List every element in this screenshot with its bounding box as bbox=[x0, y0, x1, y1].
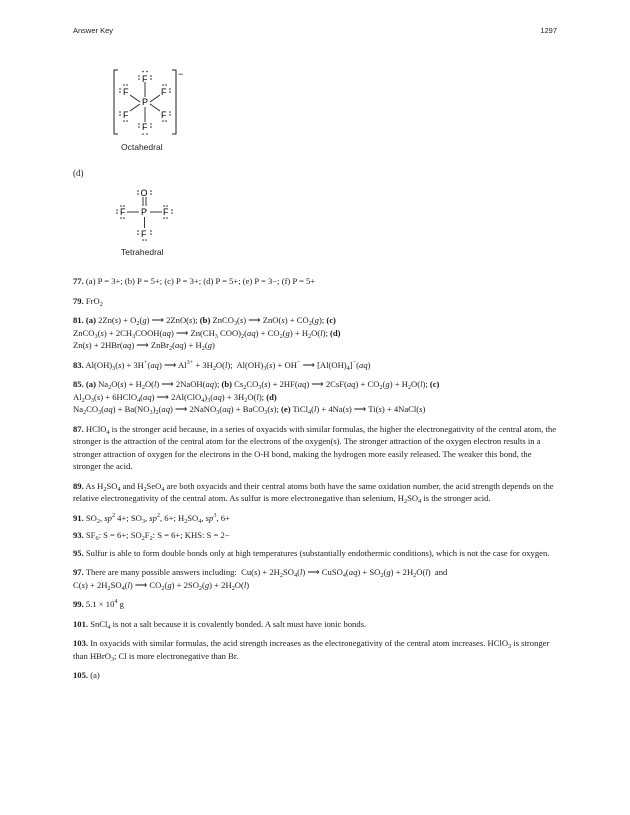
fluorine-atom: F bbox=[142, 74, 148, 84]
fluorine-atom: F bbox=[142, 122, 148, 132]
answer-list bbox=[73, 275, 560, 689]
fluorine-atom: F bbox=[141, 229, 147, 239]
answer-101: 101. SnCl$_4$ is not a salt because it is covalently bonded. A salt must have ionic bonds. bbox=[73, 618, 367, 631]
fluorine-atom: F bbox=[161, 87, 167, 97]
tetrahedral-lewis-structure bbox=[114, 186, 178, 249]
tetrahedral-caption: Tetrahedral bbox=[121, 247, 164, 257]
fluorine-atom: F bbox=[123, 87, 129, 97]
fluorine-atom: F bbox=[161, 110, 167, 120]
answer-83: 83. $Al(OH)_3(s) + 3H^+(aq)$ ⟶ $Al^{3+} + 3H_2O(l)$; $Al(OH)_3(s) + OH^-$ ⟶ $[Al(OH)_4]^-(aq)$ bbox=[73, 358, 371, 372]
answer-105: 105. (a) bbox=[73, 670, 100, 680]
charge-label: − bbox=[178, 69, 184, 79]
answer-91: 91. $SO_2$, $sp^2$ 4+; $SO_3$, $sp^2$, 6+; $H_2SO_4$, $sp^3$, 6+ bbox=[73, 511, 230, 525]
answer-77: 77. (a) P = 3+; (b) P = 5+; (c) P = 3+; (d) P = 5+; (e) P = 3−; (f) P = 5+ bbox=[73, 276, 316, 286]
fluorine-atom: F bbox=[123, 110, 129, 120]
page-number: 1297 bbox=[540, 26, 557, 35]
answer-93: 93. $SF_6$: S = 6+; $SO_2F_2$: S = 6+; KHS: S = 2− bbox=[73, 530, 230, 542]
answer-87: 87. HClO$_4$ is the stronger acid because, in a series of oxyacids with similar formulas, the higher the electronegativity of the central atom, the stronger is the attraction of the central atom for the electrons of the oxygen(s). The stronger attraction of the oxygen electron results in a stronger attraction of oxygen for the electrons in the O-H bond, making the hydrogen more easily released. The weaker this bond, the stronger the acid. bbox=[73, 423, 557, 471]
octahedral-caption: Octahedral bbox=[121, 142, 163, 152]
central-atom: P bbox=[142, 97, 149, 107]
answer-95: 95. Sulfur is able to form double bonds only at high temperatures (substantially endothermic conditions), which is not the case for oxygen. bbox=[73, 547, 550, 558]
answer-103: 103. In oxyacids with similar formulas, the acid strength increases as the electronegativity of the central atom increases. HClO$_3$ is stronger than HBrO$_3$; Cl is more electronegative than Br. bbox=[73, 638, 550, 663]
answer-89: 89. As $H_2SO_4$ and $H_2SeO_4$ are both oxyacids and their central atoms both have the same oxidation number, the acid strength depends on the relative electronegativity of the central atom. As sulfur is more electronegative than selenium, $H_2SO_4$ is the stronger acid. bbox=[73, 480, 554, 505]
answer-99: 99. $5.1 \times 10^4$ g bbox=[73, 598, 124, 609]
answer-97: 97. There are many possible answers including: $Cu(s) + 2H_2SO_4(l)$ ⟶ CuSO$_4$(aq) + $SO_2(g) + 2H_2O(l)$ and $C(s) + 2H_2SO_4(l)$ ⟶ $CO_2(g) + 2SO_2(g) + 2H_2O(l)$ bbox=[73, 567, 448, 592]
answer-85: 85. (a) $Na_2O(s) + H_2O(l)$ ⟶ 2NaOH(aq); (b) $Cs_2CO_3(s) + 2HF(aq)$ ⟶ $2CsF(aq) + CO_2(g) + H_2O(l)$; (c) $Al_2O_3(s)$ + 6HClO$_4$(aq) ⟶ $2Al(ClO_4)_3(aq) + 3H_2O(l)$; (d) $Na_2CO_3(aq) + Ba(NO_3)_2(aq)$ ⟶ 2NaNO$_3$(aq) + BaCO$_3$(s); (e) TiCl$_4$(l) + 4Na(s) ⟶ Ti(s) + 4NaCl(s) bbox=[73, 379, 440, 416]
oxygen-atom: O bbox=[140, 188, 148, 198]
fluorine-atom: F bbox=[163, 207, 169, 217]
octahedral-lewis-structure bbox=[110, 68, 190, 143]
answer-81: 81. (a) $2Zn(s) + O_2(g)$ ⟶ 2ZnO(s); (b) ZnCO$_3$(s) ⟶ $ZnO(s) + CO_2(g)$; (c) ZnCO$_3$(s) + $2CH_3COOH(aq)$ ⟶ $Zn(CH_3$ $COO)_2(aq) + CO_2(g) + H_2O(l)$; (d) Zn(s) + 2HBr(aq) ⟶ ZnBr$_2$(aq) + $H_2(g)$ bbox=[73, 315, 341, 352]
answer-79: 79. FrO$_2$ bbox=[73, 295, 103, 308]
part-d-label: (d) bbox=[73, 168, 84, 178]
central-atom: P bbox=[141, 207, 148, 217]
running-header-left: Answer Key bbox=[73, 26, 114, 35]
fluorine-atom: F bbox=[120, 207, 126, 217]
